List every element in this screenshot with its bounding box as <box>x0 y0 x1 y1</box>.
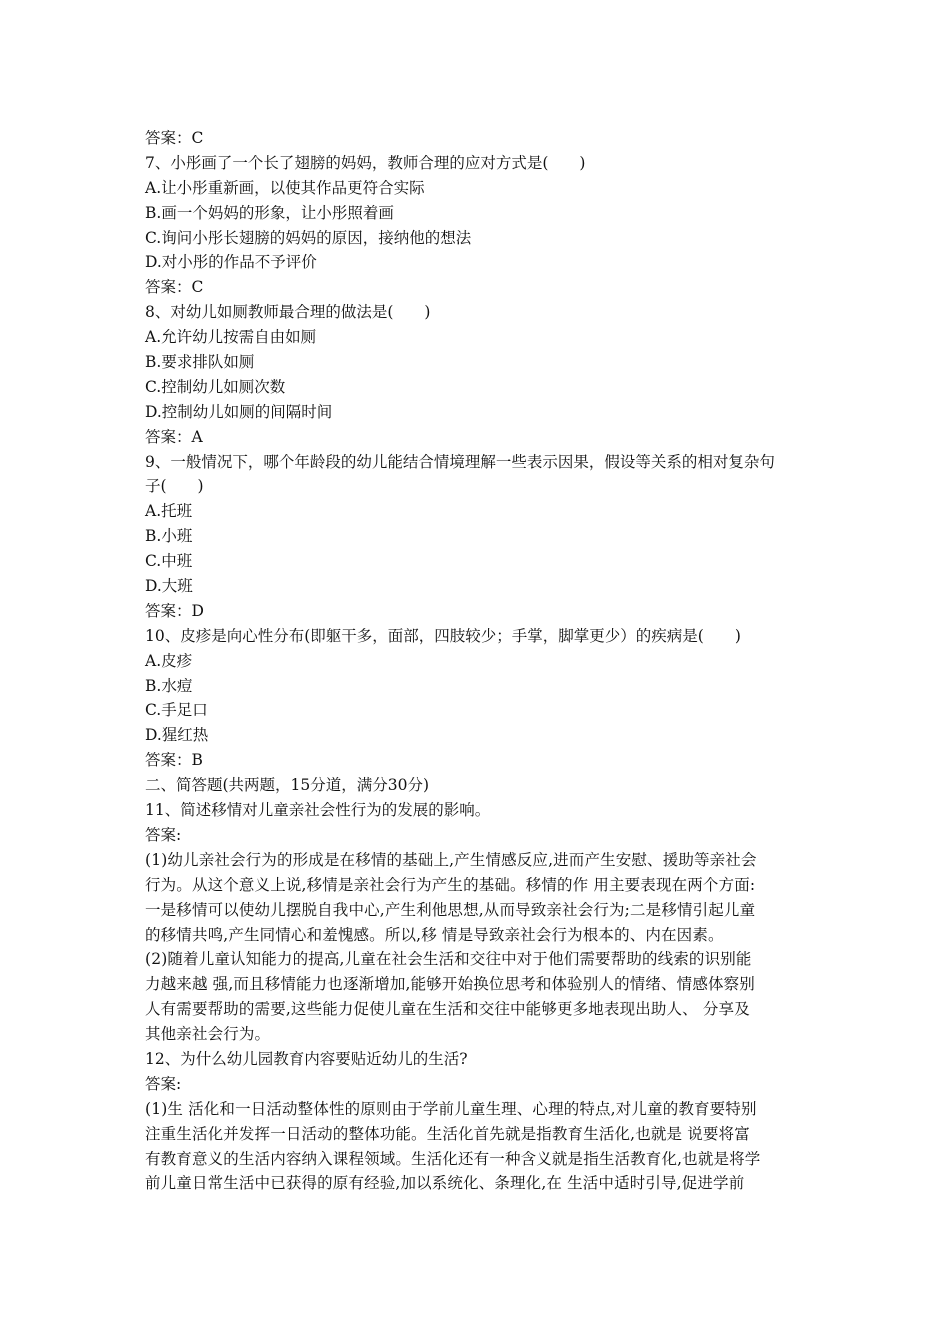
option-b: B.水痘 <box>145 676 193 695</box>
answer-line: 答案：C <box>145 129 204 147</box>
answer-label: 答案: <box>145 1074 182 1093</box>
answer-paragraph-line: (1)幼儿亲社会行为的形成是在移情的基础上,产生情感反应,进而产生安慰、援助等亲社会 <box>145 850 757 869</box>
question-9-continued: 子( ) <box>145 477 204 496</box>
answer-line: 答案：D <box>145 601 204 620</box>
answer-paragraph-line: 注重生活化并发挥一日活动的整体功能。生活化首先就是指教育生活化,也就是 说要将富 <box>145 1124 750 1143</box>
option-a: A.让小彤重新画，以使其作品更符合实际 <box>145 178 425 197</box>
option-d: D.大班 <box>145 577 193 596</box>
question-10: 10、皮疹是向心性分布(即躯干多，面部，四肢较少；手掌，脚掌更少）的疾病是( ) <box>145 626 741 645</box>
answer-paragraph-line: 有教育意义的生活内容纳入课程领域。生活化还有一种含义就是指生活教育化,也就是将学 <box>145 1149 761 1168</box>
section-heading: 二、简答题(共两题，15分道，满分30分) <box>145 776 430 795</box>
option-a: A.允许幼儿按需自由如厕 <box>145 328 317 347</box>
option-d: D.对小彤的作品不予评价 <box>145 253 317 272</box>
answer-paragraph-line: 前儿童日常生活中已获得的原有经验,加以系统化、条理化,在 生活中适时引导,促进学前 <box>145 1174 745 1193</box>
answer-line: 答案：A <box>145 427 203 446</box>
question-12: 12、为什么幼儿园教育内容要贴近幼儿的生活? <box>145 1049 468 1068</box>
answer-label: 答案: <box>145 825 182 844</box>
option-b: B.要求排队如厕 <box>145 353 255 372</box>
answer-paragraph-line: 力越来越 强,而且移情能力也逐渐增加,能够开始换位思考和体验别人的情绪、情感体察别 <box>145 975 755 994</box>
answer-paragraph-line: (2)随着儿童认知能力的提高,儿童在社会生活和交往中对于他们需要帮助的线索的识别能 <box>145 950 752 969</box>
question-11: 11、简述移情对儿童亲社会性行为的发展的影响。 <box>145 801 491 820</box>
option-d: D.控制幼儿如厕的间隔时间 <box>145 402 333 421</box>
answer-paragraph-line: 一是移情可以使幼儿摆脱自我中心,产生利他思想,从而导致亲社会行为;二是移情引起儿童 <box>145 900 756 919</box>
option-c: C.控制幼儿如厕次数 <box>145 377 286 396</box>
question-7: 7、小彤画了一个长了翅膀的妈妈，教师合理的应对方式是( ) <box>145 153 586 172</box>
answer-paragraph-line: 人有需要帮助的需要,这些能力促使儿童在生活和交往中能够更多地表现出助人、 分享及 <box>145 1000 750 1019</box>
answer-paragraph-line: 的移情共鸣,产生同情心和羞愧感。所以,移 情是导致亲社会行为根本的、内在因素。 <box>145 925 724 944</box>
option-a: A.皮疹 <box>145 651 193 670</box>
option-d: D.猩红热 <box>145 726 209 745</box>
answer-paragraph-line: (1)生 活化和一日活动整体性的原则由于学前儿童生理、心理的特点,对儿童的教育要特别 <box>145 1099 757 1118</box>
answer-paragraph-line: 行为。从这个意义上说,移情是亲社会行为产生的基础。移情的作 用主要表现在两个方面: <box>145 875 756 894</box>
option-c: C.手足口 <box>145 701 208 720</box>
option-c: C.中班 <box>145 552 193 571</box>
answer-paragraph-line: 其他亲社会行为。 <box>145 1025 271 1044</box>
question-8: 8、对幼儿如厕教师最合理的做法是( ) <box>145 303 431 322</box>
answer-line: 答案：C <box>145 278 204 297</box>
option-b: B.画一个妈妈的形象，让小彤照着画 <box>145 203 394 222</box>
answer-line: 答案：B <box>145 751 203 770</box>
option-a: A.托班 <box>145 502 193 521</box>
option-b: B.小班 <box>145 527 193 546</box>
document-body <box>145 126 815 1196</box>
question-9: 9、一般情况下，哪个年龄段的幼儿能结合情境理解一些表示因果，假设等关系的相对复杂句 <box>145 452 775 471</box>
option-c: C.询问小彤长翅膀的妈妈的原因，接纳他的想法 <box>145 228 472 247</box>
